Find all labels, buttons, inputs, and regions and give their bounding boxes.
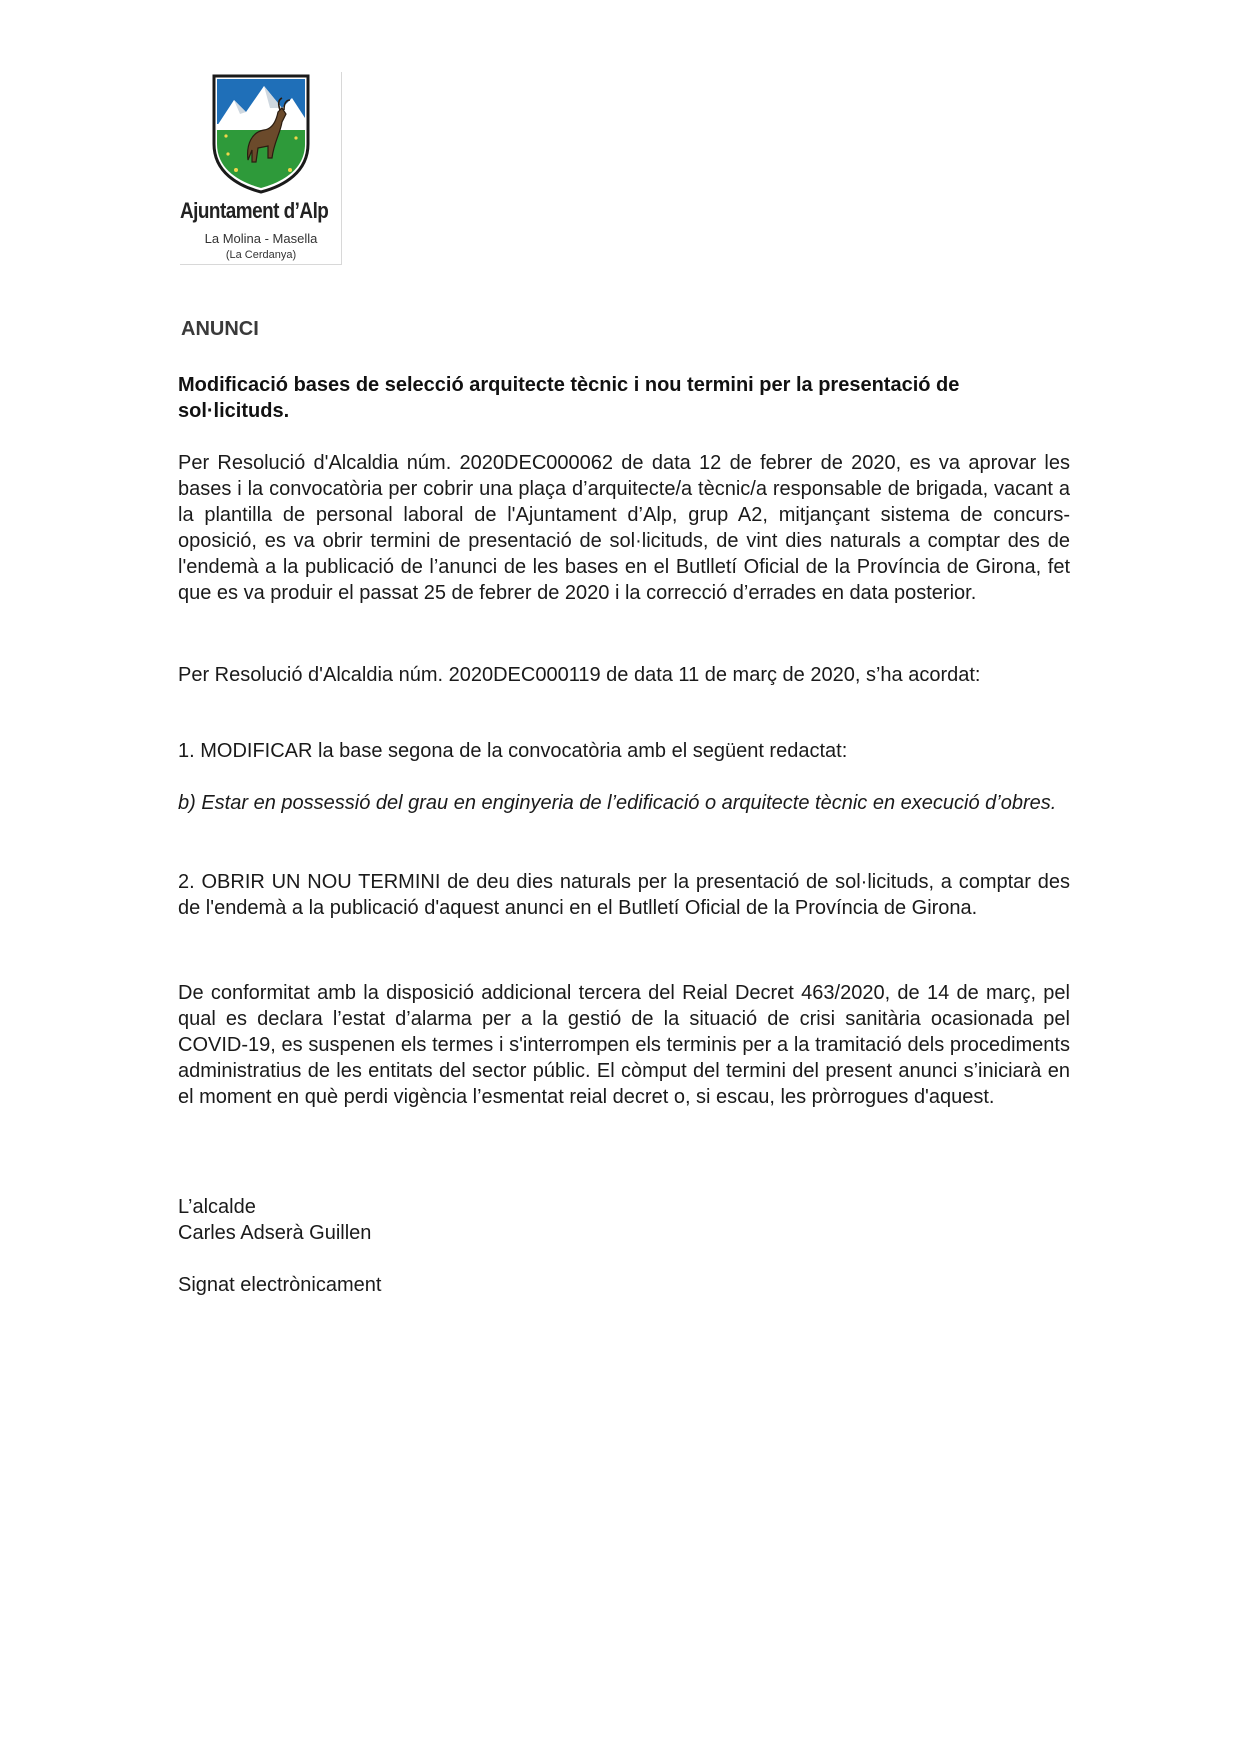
signature-name: Carles Adserà Guillen — [178, 1222, 372, 1244]
org-place: La Molina - Masella — [204, 231, 318, 246]
paragraph-new-term: 2. OBRIR UN NOU TERMINI de deu dies naturals per la presentació de sol·licituds, a comptar des de l'endemà a la publicació d'aquest anunci en el Butlletí Oficial de la Província de Girona. — [178, 871, 1070, 919]
org-comarca: (La Cerdanya) — [225, 249, 297, 261]
document-subject: Modificació bases de selecció arquitecte tècnic i nou termini per la presentació de sol·licituds. — [178, 374, 960, 422]
signature-note: Signat electrònicament — [178, 1274, 382, 1296]
coat-of-arms-icon — [212, 74, 310, 194]
paragraph-modify: 1. MODIFICAR la base segona de la convocatòria amb el següent redactat: — [178, 740, 848, 762]
signature-role: L’alcalde — [178, 1196, 256, 1218]
paragraph-modified-base: b) Estar en possessió del grau en enginyeria de l’edificació o arquitecte tècnic en execució d’obres. — [178, 792, 1057, 814]
municipal-logo — [180, 72, 342, 265]
org-name: Ajuntament d’Alp — [180, 198, 329, 223]
paragraph-resolution: Per Resolució d'Alcaldia núm. 2020DEC000119 de data 11 de març de 2020, s’ha acordat: — [178, 664, 981, 686]
paragraph-covid-suspension: De conformitat amb la disposició addicional tercera del Reial Decret 463/2020, de 14 de març, pel qual es declara l’estat d’alarma per a la gestió de la situació de crisi sanitària ocasionada pel COVID-19, es suspenen els termes i s'interrompen els terminis per a la tramitació dels procediments administratius de les entitats del sector públic. El còmput del termini del present anunci s’iniciarà en el moment en què perdi vigència l’esmentat reial decret o, si escau, les pròrrogues d'aquest. — [178, 982, 1070, 1108]
paragraph-background: Per Resolució d'Alcaldia núm. 2020DEC000062 de data 12 de febrer de 2020, es va aprovar les bases i la convocatòria per cobrir una plaça d’arquitecte/a tècnic/a responsable de brigada, vacant a la plantilla de personal laboral de l'Ajuntament d’Alp, grup A2, mitjançant sistema de concurs-oposició, es va obrir termini de presentació de sol·licituds, de vint dies naturals a comptar des de l'endemà a la publicació de l’anunci de les bases en el Butlletí Oficial de la Província de Girona, fet que es va produir el passat 25 de febrer de 2020 i la correcció d’errades en data posterior. — [178, 452, 1070, 604]
document-heading: ANUNCI — [181, 318, 259, 340]
